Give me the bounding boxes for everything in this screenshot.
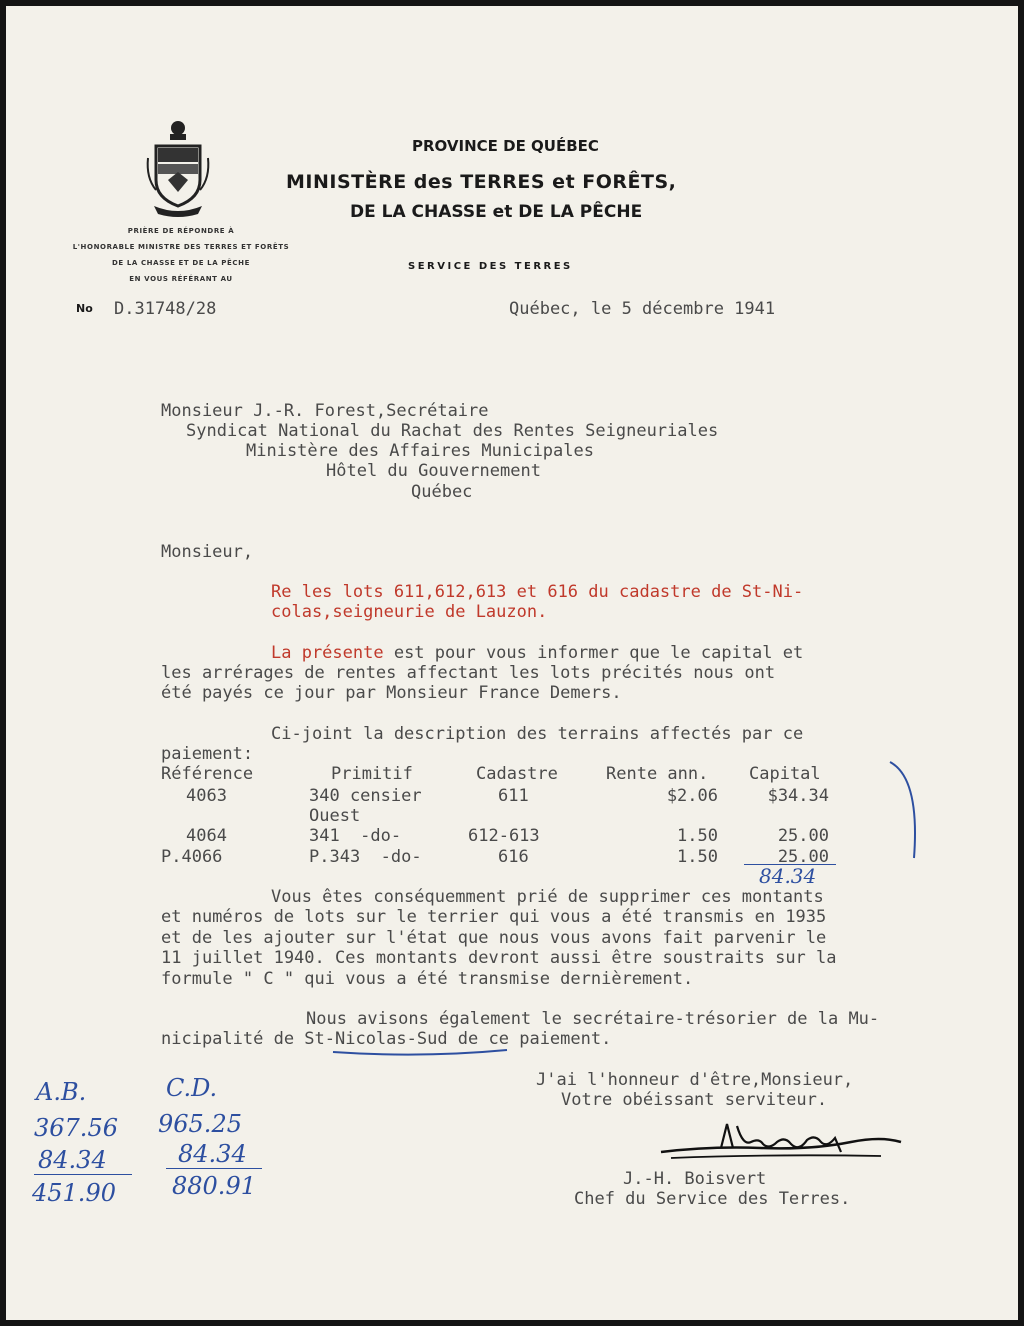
table-header: Primitif [331, 764, 413, 784]
margin-note: 367.56 [34, 1114, 118, 1142]
paragraph-line: les arrérages de rentes affectant les lots précités nous ont [161, 663, 776, 683]
table-cell: P.4066 [161, 847, 223, 867]
date-line: Québec, le 5 décembre 1941 [509, 299, 776, 319]
paragraph-line: et de les ajouter sur l'état que nous vous avons fait parvenir le [161, 928, 827, 948]
margin-note: 84.34 [38, 1146, 107, 1174]
table-cell: P.343 -do- [309, 847, 422, 867]
table-header: Capital [749, 764, 821, 784]
table-cell: 1.50 [677, 826, 718, 846]
signatory-title: Chef du Service des Terres. [574, 1189, 851, 1209]
paragraph-line: Nous avisons également le secrétaire-trésorier de la Mu- [306, 1009, 880, 1029]
address-line: Québec [411, 482, 473, 502]
table-cell: 340 censier [309, 786, 422, 806]
service-heading: SERVICE DES TERRES [408, 261, 573, 272]
table-cell: $34.34 [767, 786, 829, 806]
reply-note-line: L'HONORABLE MINISTRE DES TERRES ET FORÊTS [72, 243, 290, 251]
signature [651, 1112, 911, 1172]
reference-number: D.31748/28 [114, 299, 217, 319]
paragraph-line: été payés ce jour par Monsieur France Demers. [161, 683, 622, 703]
address-line: Ministère des Affaires Municipales [246, 441, 594, 461]
margin-note: 84.34 [178, 1140, 247, 1168]
re-line: colas,seigneurie de Lauzon. [271, 602, 548, 622]
table-cell: 4063 [186, 786, 227, 806]
coat-of-arms-emblem [144, 118, 212, 218]
paragraph-line [271, 643, 803, 663]
reply-note-line: PRIÈRE DE RÉPONDRE À [127, 227, 235, 235]
paragraph-line: Vous êtes conséquemment prié de supprimer ces montants [271, 887, 824, 907]
signatory-name: J.-H. Boisvert [623, 1169, 767, 1189]
margin-note: 880.91 [172, 1172, 256, 1200]
table-header: Cadastre [476, 764, 558, 784]
table-cell: Ouest [309, 806, 361, 826]
underline-mark [331, 1046, 511, 1060]
paragraph-line: formule " C " qui vous a été transmise dernièrement. [161, 969, 694, 989]
table-cell: 1.50 [677, 847, 718, 867]
table-cell: $2.06 [666, 786, 718, 806]
closing-line: Votre obéissant serviteur. [561, 1090, 828, 1110]
reply-note-line: DE LA CHASSE ET DE LA PÊCHE [112, 259, 250, 267]
salutation: Monsieur, [161, 542, 254, 562]
ministry-subheading: DE LA CHASSE et DE LA PÊCHE [350, 202, 643, 222]
paragraph-line: et numéros de lots sur le terrier qui vous a été transmis en 1935 [161, 907, 827, 927]
table-header: Rente ann. [606, 764, 709, 784]
address-line: Syndicat National du Rachat des Rentes Seigneuriales [186, 421, 719, 441]
table-cell: 25.00 [777, 826, 829, 846]
paragraph-line: nicipalité de St-Nicolas-Sud de ce paiement. [161, 1029, 612, 1049]
margin-note: 965.25 [158, 1110, 242, 1138]
address-line: Hôtel du Gouvernement [326, 461, 541, 481]
paragraph-line: 11 juillet 1940. Ces montants devront aussi être soustraits sur la [161, 948, 837, 968]
letter-page [6, 6, 1018, 1320]
re-line: Re les lots 611,612,613 et 616 du cadastre de St-Ni- [271, 582, 804, 602]
paragraph-line: paiement: [161, 744, 254, 764]
paragraph-text: est pour vous informer que le capital et [383, 643, 804, 663]
table-cell: 616 [498, 847, 529, 867]
reply-note-line: EN VOUS RÉFÉRANT AU [129, 275, 233, 283]
paragraph-lead: La présente [271, 643, 384, 663]
table-cell: 341 -do- [309, 826, 402, 846]
table-header: Référence [161, 764, 254, 784]
handwritten-total: 84.34 [759, 864, 817, 888]
margin-note: A.B. [36, 1078, 87, 1106]
margin-sum-line [166, 1168, 262, 1169]
ministry-heading: MINISTÈRE des TERRES et FORÊTS, [286, 171, 677, 193]
table-cell: 4064 [186, 826, 227, 846]
table-cell: 612-613 [468, 826, 540, 846]
margin-sum-line [34, 1174, 132, 1175]
margin-note: C.D. [166, 1074, 218, 1102]
province-heading: PROVINCE DE QUÉBEC [412, 137, 599, 155]
table-cell: 611 [498, 786, 529, 806]
closing-line: J'ai l'honneur d'être,Monsieur, [536, 1070, 854, 1090]
margin-note: 451.90 [32, 1179, 116, 1207]
address-line: Monsieur J.-R. Forest,Secrétaire [161, 401, 489, 421]
paragraph-line: Ci-joint la description des terrains affectés par ce [271, 724, 804, 744]
bracket-mark [886, 758, 926, 868]
table-cell: 25.00 [777, 847, 829, 867]
number-label: No [76, 302, 93, 315]
